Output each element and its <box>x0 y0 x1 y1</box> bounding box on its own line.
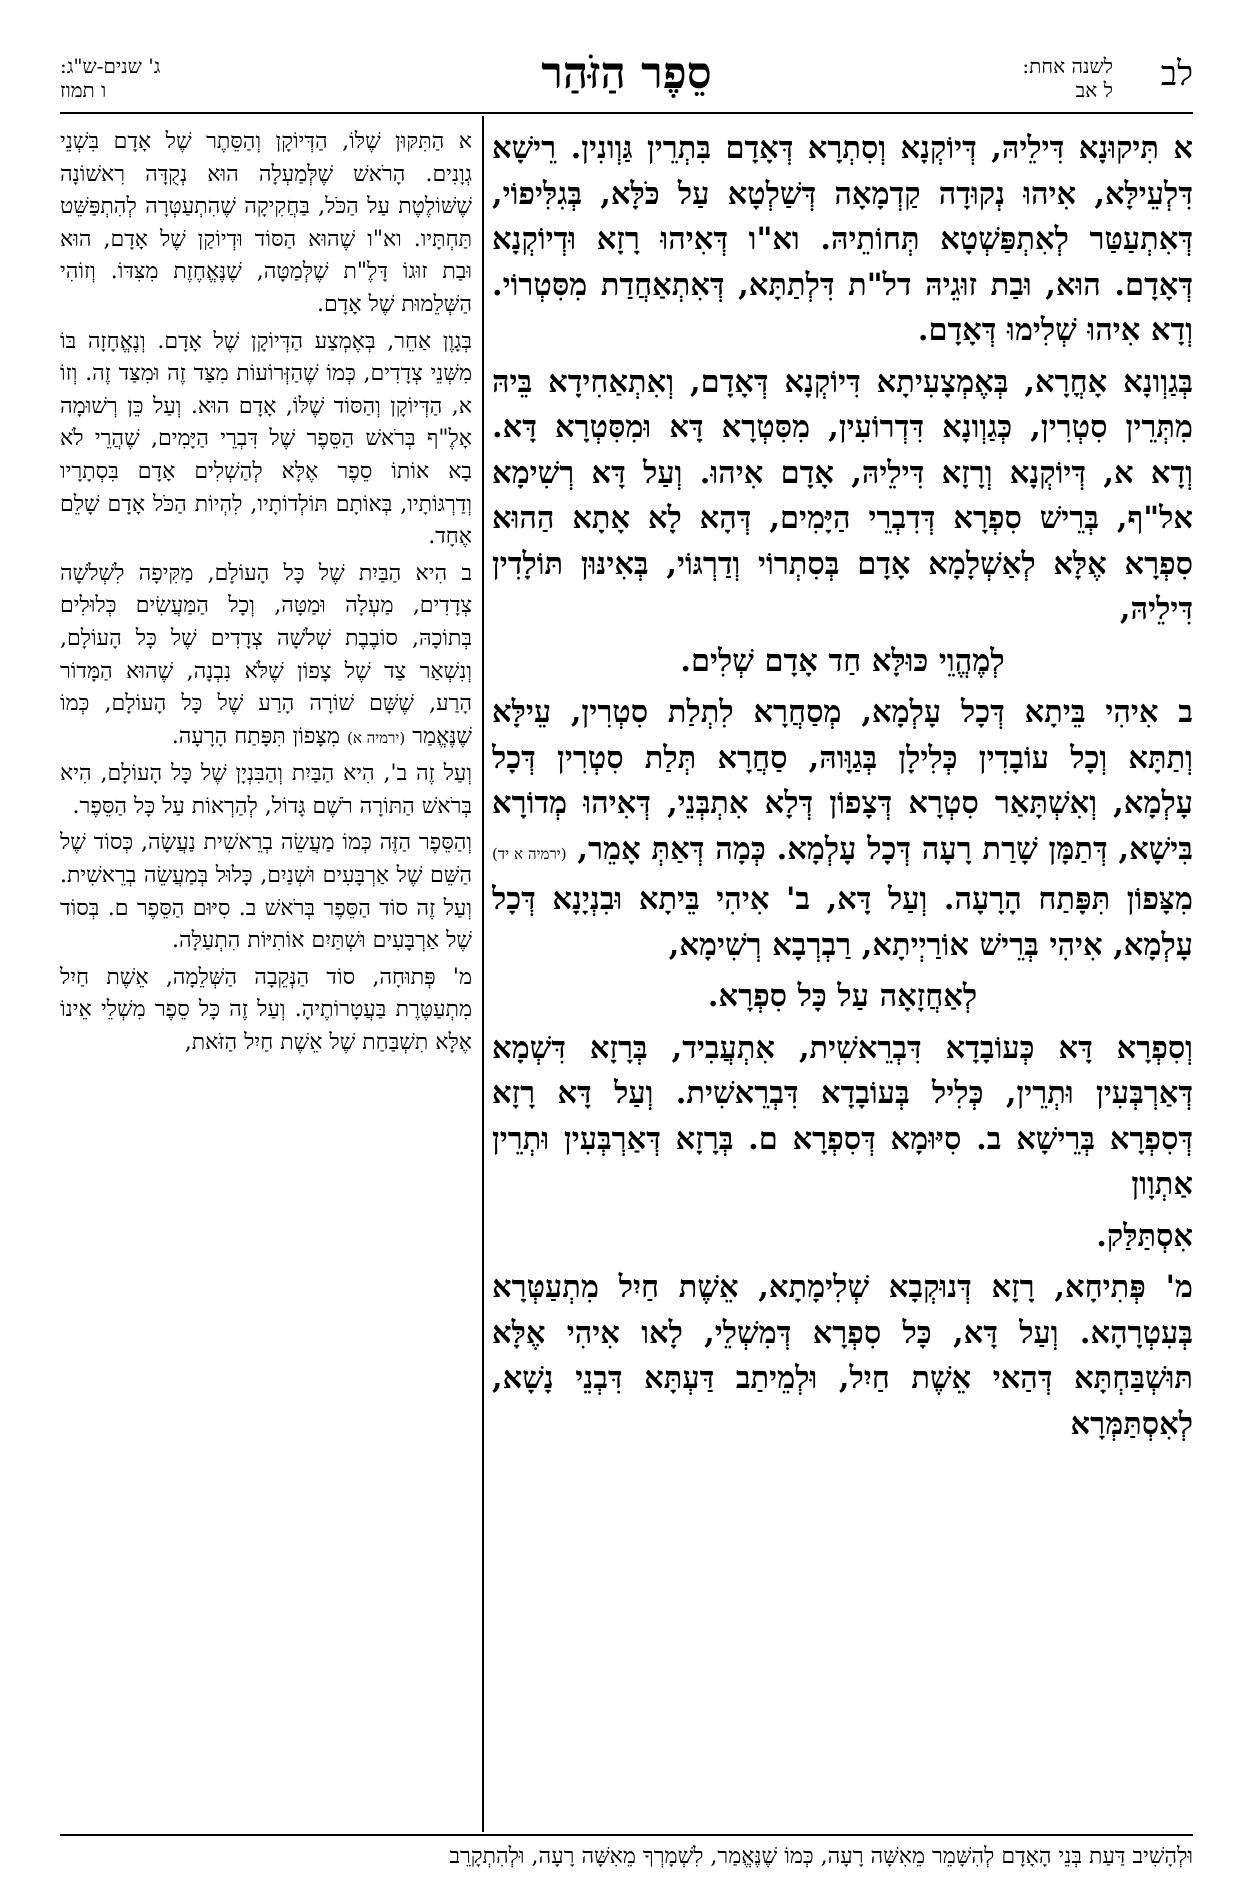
side-paragraph <box>60 558 472 755</box>
footer-continuation-line: וּלְהָשִׁיב דַּעַת בְּנֵי הָאָדָם לְהִשָּׁמֵר מֵאִשָּׁה רָעָה, כְּמוֹ שֶׁנֶּאֱמַר, לִשְׁמָרְךָ מֵאִשָּׁה רָעָה, וּלְהִתְקָרֵב <box>449 1844 1193 1869</box>
verse-reference: (ירמיה א) <box>346 728 406 747</box>
main-paragraph-closing: אִסְתַּלַּק. <box>1096 1217 1193 1254</box>
page-number: לב <box>1160 54 1193 94</box>
main-paragraph <box>492 690 1193 968</box>
study-schedule-three-years-label: ג' שנים-ש"ג: <box>60 54 161 78</box>
hebrew-translation-text <box>60 126 472 1826</box>
main-paragraph-text: ב אִיהִי בֵּיתָא דְּכָל עָלְמָא, מְסַחֲרָא לִתְלַת סִטְרִין, עֵילָּא וְתַתָּא וְכָל עוֹבָדִין כְּלִילָן בְּגַוָּוהּ, סַחֲרָא תְּלַת סִטְרִין דְּכָל עָלְמָא, וְאִשְׁתָּאַר סִטְרָא דְּצָפוֹן דְּלָא אִתְבְּנֵי, דְּאִיהוּ מְדוֹרָא בִּישָׁא, דְּתַמָּן שָׁרַת רָעָה דְּכָל עָלְמָא. כְּמָה דְּאַתְּ אָמֵר, <box>492 694 1193 867</box>
main-paragraph: בְּגַוְונָא אָחֳרָא, בְּאֶמְצָעִיתָא דִּיוֹקְנָא דְּאָדָם, וְאִתְאַחִידָא בֵּיהּ מִתְּרֵין סִטְרִין, כְּגַוְונָא דִּדְרוֹעִין, מִסִּטְרָא דָּא וּמִסִּטְרָא דָּא. וְדָא א, דְּיוֹקְנָא וְרָזָא דִּילֵיהּ, אָדָם אִיהוּ. וְעַל דָּא רְשִׁימָא אל"ף, בְּרֵישׁ סִפְרָא דְּדִבְרֵי הַיָּמִים, דְּהָא לָא אָתָא הַהוּא סִפְרָא אֶלָּא לְאַשְׁלָמָא אָדָם בְּסִתְרוֹי וְדַרְגּוֹי, בְּאִינּוּן תּוֹלָדִין דִּילֵיהּ, <box>492 363 1193 627</box>
main-paragraph: וְסִפְרָא דָּא כְּעוֹבָדָא דִּבְרֵאשִׁית, אִתְעֲבִיד, בְּרָזָא דִּשְׁמָא דְּאַרְבְּעִין וּתְרֵין, כְּלִיל בְּעוֹבָדָא דִּבְרֵאשִׁית. וְעַל דָּא רָזָא דְּסִפְרָא בְּרֵישָׁא ב. סִיּוּמָא דְּסִפְרָא ם. בְּרָזָא דְּאַרְבְּעִין וּתְרֵין אַתְוָון <box>492 1029 1193 1202</box>
main-paragraph-closing: לְאַחֲזָאָה עַל כָּל סִפְרָא. <box>707 978 978 1014</box>
main-paragraph: א תִּיקוּנָא דִּילֵיהּ, דְּיוֹקְנָא וְסִתְרָא דְּאָדָם בִּתְרֵין גַּוְונִין. רֵישָׁא דִּלְעֵילָּא, אִיהוּ נְקוּדָה קַדְמָאָה דְּשַׁלְטָא עַל כֹּלָּא, בְּגִלִּיפוֹי, דְּאִתְעַטַּר לְאִתְפַּשְׁטָא תְּחוֹתֵיהּ. וא"ו דְּאִיהוּ רָזָא וּדְיוֹקְנָא דְּאָדָם. הוּא, וּבַת זוּגֵיהּ דל"ת דִּלְתַתָּא, דְּאִתְאַחֲדַת מִסִּטְרוֹי. וְדָא אִיהוּ שְׁלִימוּ דְּאָדָם. <box>492 130 1193 348</box>
main-paragraph: מ' פְּתִיחָא, רָזָא דְּנוּקְבָא שְׁלִימָתָא, אֵשֶׁת חַיִל מִתְעַטְּרָא בְּעִטְרָהָא. וְעַל דָּא, כָּל סִפְרָא דְּמִשְׁלֵי, לָאו אִיהִי אֶלָּא תּוּשְׁבַּחְתָּא דְּהַאי אֵשֶׁת חַיִל, וּלְמֵיתַב דַּעְתָּא דִּבְנֵי נָשָׁא, לְאִסְתַּמְּרָא <box>492 1269 1193 1442</box>
study-schedule-three-years-date: ו תמוז <box>60 78 107 102</box>
page-title: סֵפֶר הַזֹּהַר <box>541 48 712 99</box>
main-paragraph-text: מִצָּפוֹן תִּפָּתַח הָרָעָה. וְעַל דָּא, ב' אִיהִי בֵּיתָא וּבִנְיָנָא דְּכָל עָלְמָא, אִיהִי בְּרֵישׁ אוֹרַיְיתָא, רַבְרְבָא רְשִׁימָא, <box>492 881 1193 963</box>
side-paragraph-text: מִצָּפוֹן תִּפָּתַח הָרָעָה. <box>171 723 340 749</box>
side-paragraph-text: ב הִיא הַבַּיִת שֶׁל כָּל הָעוֹלָם, מַקִּיפָה לִשְׁלֹשָׁה צְדָדִים, מַעְלָה וּמַטָּה, וְכָל הַמַּעֲשִׂים כְּלוּלִים בְּתוֹכָהּ, סוֹבֶבֶת שְׁלֹשָׁה צְדָדִים שֶׁל כָּל הָעוֹלָם, וְנִשְׁאַר צַד שֶׁל צָפוֹן שֶׁלֹּא נִבְנָה, שֶׁהוּא הַמָּדוֹר הָרַע, שֶׁשָּׁם שׁוֹרָה הָרַע שֶׁל כָּל הָעוֹלָם, כְּמוֹ שֶׁנֶּאֱמַר <box>60 560 472 749</box>
side-paragraph: א הַתִּקּוּן שֶׁלּוֹ, הַדְּיוֹקָן וְהַסֵּתֶר שֶׁל אָדָם בִּשְׁנֵי גְוָנִים. הָרֹאשׁ שֶׁלְּמַעְלָה הוּא נְקֻדָּה רִאשׁוֹנָה שֶׁשּׁוֹלֶטֶת עַל הַכֹּל, בַּחֲקִיקָה שֶׁהִתְעַטְּרָה לְהִתְפַּשֵּׁט תַּחְתָּיו. וא"ו שֶׁהוּא הַסּוֹד וּדְיוֹקַן שֶׁל אָדָם, הוּא וּבַת זוּגוֹ דָּלֶ"ת שֶׁלְּמַטָּה, שֶׁנֶּאֱחֶזֶת מִצִּדּוֹ. וְזוֹהִי הַשְּׁלֵמוּת שֶׁל אָדָם. <box>60 129 472 317</box>
study-schedule-year-label: לשנה אחת: <box>1022 54 1113 78</box>
page-header <box>60 48 1193 108</box>
study-schedule-year-date: ל אב <box>1075 78 1113 102</box>
verse-reference: (ירמיה א יד) <box>492 844 567 863</box>
side-paragraph: בְּגָוֶן אַחֵר, בְּאֶמְצַע הַדְּיוֹקָן שֶׁל אָדָם. וְנֶאֱחָזָה בּוֹ מִשְּׁנֵי צְדָדִים, כְּמוֹ שֶׁהַזְּרוֹעוֹת מִצַּד זֶה וּמִצַּד זֶה. וְזוֹ א, הַדְּיוֹקָן וְהַסּוֹד שֶׁלּוֹ, אָדָם הוּא. וְעַל כֵּן רְשׁוּמָה אָלֶ"ף בְּרֹאשׁ הַסֵּפֶר שֶׁל דִּבְרֵי הַיָּמִים, שֶׁהֲרֵי לֹא בָא אוֹתוֹ סֵפֶר אֶלָּא לְהַשְׁלִים אָדָם בִּסְתָרָיו וְדַרְגּוֹתָיו, בְּאוֹתָם תּוֹלְדוֹתָיו, לִהְיוֹת הַכֹּל אָדָם שָׁלֵם אֶחָד. <box>60 328 472 550</box>
header-divider <box>60 112 1193 114</box>
side-paragraph: וְעַל זֶה ב', הִיא הַבַּיִת וְהַבִּנְיָן שֶׁל כָּל הָעוֹלָם, הִיא בְּרֹאשׁ הַתּוֹרָה רֹשֶׁם גָּדוֹל, לְהַרְאוֹת עַל כָּל הַסֵּפֶר. <box>60 761 472 819</box>
side-paragraph: מ' פְּתוּחָה, סוֹד הַנְּקֵבָה הַשְּׁלֵמָה, אֵשֶׁת חַיִל מִתְעַטֶּרֶת בַּעֲטָרוֹתֶיהָ. וְעַל זֶה כָּל סֵפֶר מִשְׁלֵי אֵינוֹ אֶלָּא תִשְׁבַּחַת שֶׁל אֵשֶׁת חַיִל הַזֹּאת, <box>60 964 472 1056</box>
column-divider <box>482 116 484 1832</box>
aramaic-main-text <box>492 126 1193 1826</box>
footer-divider <box>60 1834 1193 1836</box>
main-paragraph-closing: לְמֶהֱוֵי כּוּלָּא חַד אָדָם שְׁלִים. <box>680 642 1005 679</box>
study-schedule-three-years <box>60 54 160 102</box>
side-paragraph: וְהַסֵּפֶר הַזֶּה כְּמוֹ מַעֲשֵׂה בְרֵאשִׁית נַעֲשָׂה, כְּסוֹד שֶׁל הַשֵּׁם שֶׁל אַרְבָּעִים וּשְׁנַיִם, כָּלוּל בְּמַעֲשֵׂה בְרֵאשִׁית. וְעַל זֶה סוֹד הַסֵּפֶר בְּרֹאשׁ ב. סִיּוּם הַסֵּפֶר ם. בְּסוֹד שֶׁל אַרְבָּעִים וּשְׁתַּיִם אוֹתִיּוֹת הִתְעַלָּה. <box>60 830 472 954</box>
